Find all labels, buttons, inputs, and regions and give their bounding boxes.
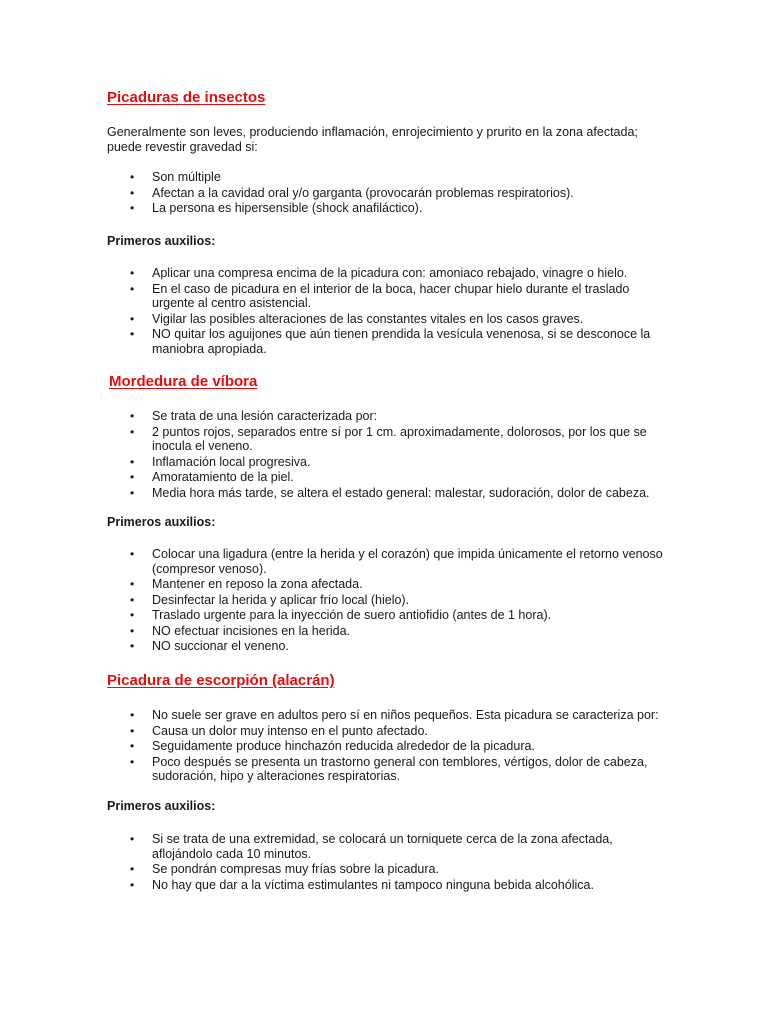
section-title: Picadura de escorpión (alacrán) bbox=[107, 672, 335, 689]
list-item: • Vigilar las posibles alteraciones de las constantes vitales en los casos graves. bbox=[130, 312, 670, 327]
list-item: • Si se trata de una extremidad, se colocará un torniquete cerca de la zona afectada, aflojándolo cada 10 minutos. bbox=[130, 832, 670, 861]
aid-heading-block bbox=[107, 799, 667, 814]
symptom-list bbox=[130, 409, 670, 501]
aid-heading-block bbox=[107, 234, 667, 249]
section-intro-block bbox=[107, 125, 647, 155]
list-item: • NO succionar el veneno. bbox=[130, 639, 670, 654]
aid-heading-block bbox=[107, 515, 667, 530]
list-item: • Amoratamiento de la piel. bbox=[130, 470, 670, 485]
list-item: • Se trata de una lesión caracterizada por: bbox=[130, 409, 670, 424]
section-title: Picaduras de insectos bbox=[107, 89, 266, 106]
aid-heading: Primeros auxilios: bbox=[107, 515, 216, 529]
list-item: • Mantener en reposo la zona afectada. bbox=[130, 577, 670, 592]
list-item: • Traslado urgente para la inyección de suero antiofidio (antes de 1 hora). bbox=[130, 608, 670, 623]
list-item: • Colocar una ligadura (entre la herida y el corazón) que impida únicamente el retorno venoso (compresor venoso). bbox=[130, 547, 670, 576]
list-item: • En el caso de picadura en el interior de la boca, hacer chupar hielo durante el traslado urgente al centro asistencial. bbox=[130, 282, 670, 311]
list-item: • Poco después se presenta un trastorno general con temblores, vértigos, dolor de cabeza, sudoración, hipo y alteraciones respiratorias. bbox=[130, 755, 670, 784]
list-item: • Desinfectar la herida y aplicar frío local (hielo). bbox=[130, 593, 670, 608]
section-title: Mordedura de víbora bbox=[109, 373, 258, 390]
aid-heading: Primeros auxilios: bbox=[107, 799, 216, 813]
list-item: • Son múltiple bbox=[130, 170, 670, 185]
aid-heading: Primeros auxilios: bbox=[107, 234, 216, 248]
list-item: • No hay que dar a la víctima estimulantes ni tampoco ninguna bebida alcohólica. bbox=[130, 878, 670, 893]
list-item: • Se pondrán compresas muy frías sobre la picadura. bbox=[130, 862, 670, 877]
list-item: • NO efectuar incisiones en la herida. bbox=[130, 624, 670, 639]
list-item: • Inflamación local progresiva. bbox=[130, 455, 670, 470]
symptom-list bbox=[130, 708, 670, 785]
list-item: • Media hora más tarde, se altera el estado general: malestar, sudoración, dolor de cabeza. bbox=[130, 486, 670, 501]
section-vibora-title-block bbox=[109, 373, 669, 391]
aid-list bbox=[130, 832, 670, 893]
aid-list bbox=[130, 547, 670, 655]
aid-list bbox=[130, 266, 670, 357]
section-insectos-title-block bbox=[107, 89, 667, 107]
list-item: • Aplicar una compresa encima de la picadura con: amoniaco rebajado, vinagre o hielo. bbox=[130, 266, 670, 281]
list-item: • Seguidamente produce hinchazón reducida alrededor de la picadura. bbox=[130, 739, 670, 754]
section-escorpion-title-block bbox=[107, 672, 667, 690]
list-item: • Afectan a la cavidad oral y/o garganta (provocarán problemas respiratorios). bbox=[130, 186, 670, 201]
list-item: • Causa un dolor muy intenso en el punto afectado. bbox=[130, 724, 670, 739]
list-item: • 2 puntos rojos, separados entre sí por 1 cm. aproximadamente, dolorosos, por los que se inocula el veneno. bbox=[130, 425, 670, 454]
section-intro: Generalmente son leves, produciendo inflamación, enrojecimiento y prurito en la zona afectada; puede revestir gravedad si: bbox=[107, 125, 638, 154]
list-item: • No suele ser grave en adultos pero sí en niños pequeños. Esta picadura se caracteriza por: bbox=[130, 708, 670, 723]
list-item: • La persona es hipersensible (shock anafiláctico). bbox=[130, 201, 670, 216]
symptom-list bbox=[130, 170, 670, 217]
list-item: • NO quitar los aguijones que aún tienen prendida la vesícula venenosa, si se desconoce la maniobra apropiada. bbox=[130, 327, 670, 356]
